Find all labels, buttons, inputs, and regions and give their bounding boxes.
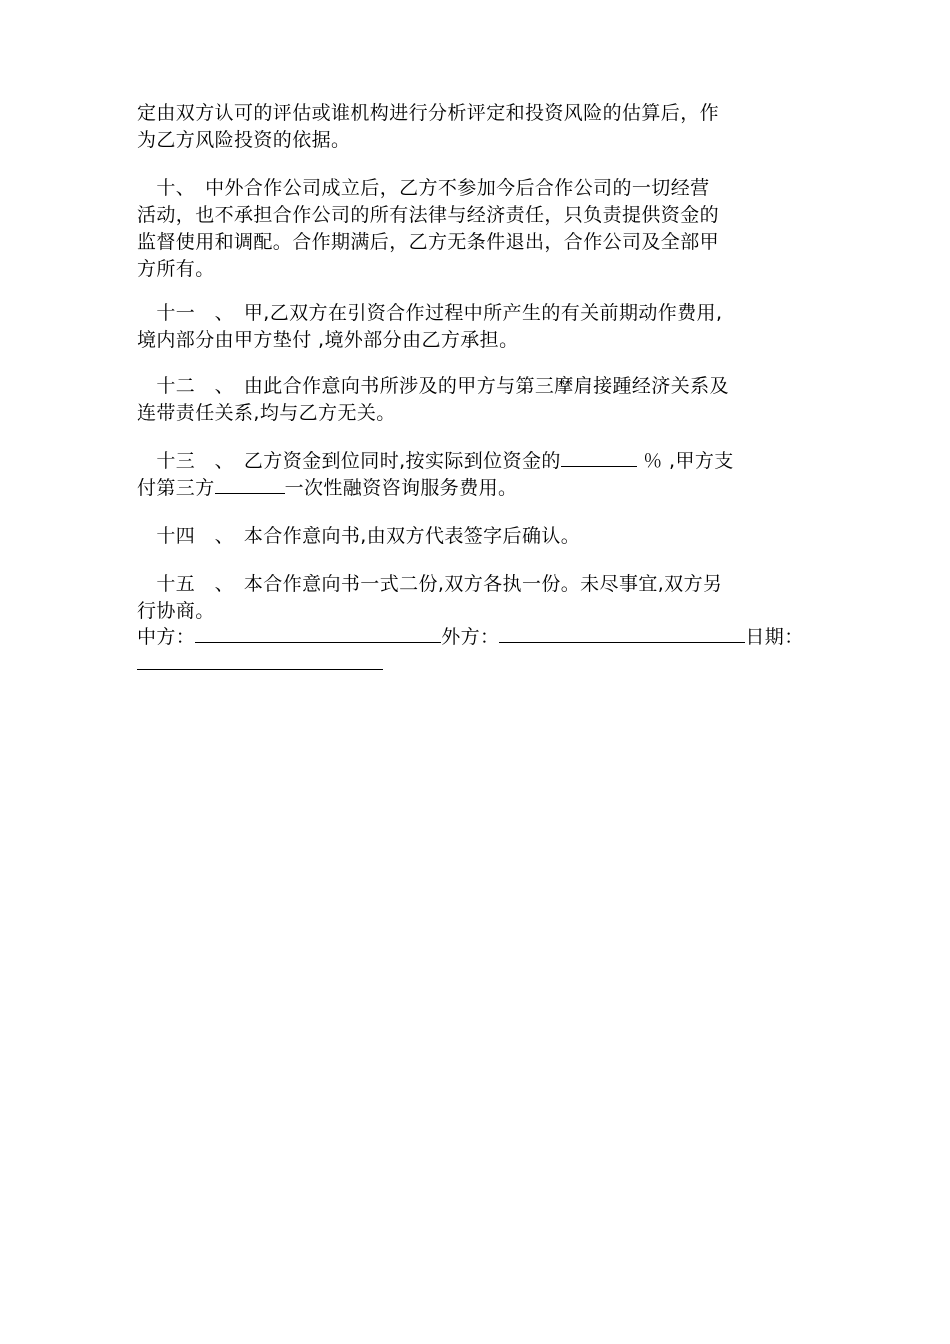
- party-b-signature-field[interactable]: [499, 626, 745, 643]
- text-line: 十一 、 甲,乙双方在引资合作过程中所产生的有关前期动作费用,: [137, 302, 723, 324]
- text-line: 境内部分由甲方垫付 ,境外部分由乙方承担。: [137, 329, 519, 351]
- text-line: 方所有。: [137, 258, 215, 280]
- clause-10: [137, 175, 821, 283]
- clause-11: [137, 300, 821, 354]
- text-line: 为乙方风险投资的依据。: [137, 129, 351, 151]
- paragraph-evaluation: [137, 100, 821, 154]
- text-line: [137, 448, 821, 475]
- date-field[interactable]: [137, 651, 383, 670]
- clause-13: [137, 448, 821, 502]
- party-a-label: 中方：: [137, 626, 196, 648]
- clause-13-text: 付第三方: [137, 477, 215, 499]
- clause-13-text: 一次性融资咨询服务费用。: [284, 477, 518, 499]
- text-line: 十、 中外合作公司成立后，乙方不参加今后合作公司的一切经营: [137, 177, 710, 199]
- party-a-signature-field[interactable]: [195, 626, 441, 643]
- text-line: 行协商。: [137, 600, 215, 622]
- text-line: 活动，也不承担合作公司的所有法律与经济责任，只负责提供资金的: [137, 204, 720, 226]
- text-line: 十二 、 由此合作意向书所涉及的甲方与第三摩肩接踵经济关系及: [137, 375, 729, 397]
- clause-15: [137, 571, 821, 625]
- party-b-label: 外方：: [441, 626, 500, 648]
- text-line: 十五 、 本合作意向书一式二份,双方各执一份。未尽事宜,双方另: [137, 573, 723, 595]
- clause-12: [137, 373, 821, 427]
- clause-14: [137, 523, 821, 550]
- signature-row: [137, 624, 827, 651]
- percent-blank-field[interactable]: [561, 450, 637, 467]
- text-line: 连带责任关系,均与乙方无关。: [137, 402, 396, 424]
- clause-13-text: ％ ,甲方支: [636, 450, 734, 472]
- fee-blank-field[interactable]: [215, 477, 285, 494]
- text-line: 十四 、 本合作意向书,由双方代表签字后确认。: [137, 525, 581, 547]
- date-label: 日期：: [745, 626, 804, 648]
- text-line: 监督使用和调配。合作期满后，乙方无条件退出，合作公司及全部甲: [137, 231, 720, 253]
- clause-13-text: 十三 、 乙方资金到位同时,按实际到位资金的: [137, 450, 561, 472]
- text-line: [137, 475, 821, 502]
- date-row: [137, 651, 827, 678]
- text-line: 定由双方认可的评估或谁机构进行分析评定和投资风险的估算后，作: [137, 102, 720, 124]
